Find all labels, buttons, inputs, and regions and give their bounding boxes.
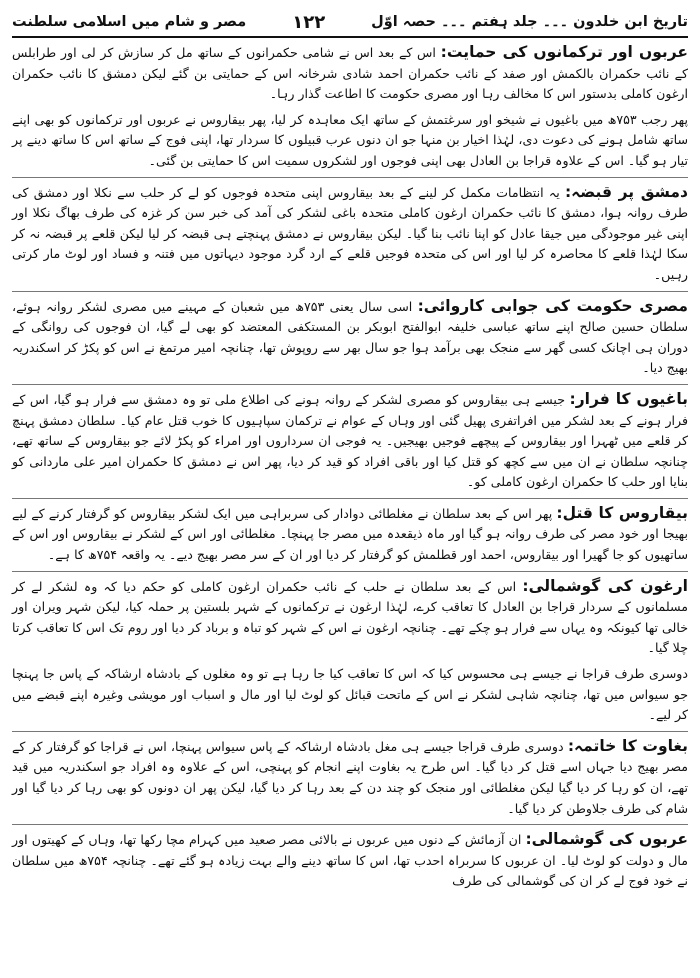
section-arab-turkmen-support	[12, 42, 688, 105]
section-text: پھر رجب ۷۵۳ھ میں باغیوں نے شیخو اور سرغتمش کے ساتھ ایک معاہدہ کر لیا، پھر بیقاروس نے عربوں اور ترکمانوں کو بھی اپنے ساتھ شامل ہونے کی دعوت دی، لہٰذا اخیار بن منہا جو ان دنوں عرب قبیلوں کا سردار تھا، اپنی فوج کے ساتھ اس کا ساتھ دینے پر تیار ہو گیا۔ اس کے علاوہ قراجا بن العادل بھی اپنی فوجوں اور لشکروں سمیت اس کا حمایتی بن گئی۔	[12, 111, 688, 168]
part-label: حصہ اوّل	[371, 14, 436, 30]
section-rebellion-end	[12, 736, 688, 819]
section-divider	[12, 731, 688, 732]
section-text: اسی سال یعنی ۷۵۳ھ میں شعبان کے مہینے میں مصری لشکر روانہ ہوئے، سلطان حسین صالح اپنے ساتھ عباسی خلیفہ ابوالفتح ابوبکر بن المستکفی المعتضد کو بھی لے گیا، ان فوجوں کی روانگی کے دوران ہی اچانک کسی گھر سے منجک بھی برآمد ہوا جو سال بھر سے روپوش تھا، چنانچہ امیر مرتمغ نے اس کو پکڑ کر اسکندریہ بھیج دیا۔	[12, 298, 688, 376]
page-number: ۱۲۲	[292, 11, 326, 33]
section-heading: بغاوت کا خاتمہ:	[567, 736, 688, 755]
section-divider	[12, 291, 688, 292]
section-divider	[12, 498, 688, 499]
section-divider	[12, 384, 688, 385]
section-text: پھر اس کے بعد سلطان نے مغلطائی دوادار کی سربراہی میں ایک لشکر بیقاروس کو گرفتار کرنے کے لیے بھیجا اور خود مصر کی طرف روانہ ہو گیا اور ماہ ذیقعدہ میں مصر جا پہنچا۔ مغلطائی اور اس کے لشکر نے بیقاروس اور اس کے ساتھیوں کو جا گھیرا اور بیقاروس، احمد اور قطلمش کو گرفتار کر دیا اور ان کے سر مصر بھیج دیے۔ یہ واقعہ ۷۵۴ھ کا ہے۔	[12, 505, 688, 563]
section-baiqarus-killing	[12, 503, 688, 566]
section-text: ان آزمائش کے دنوں میں عربوں نے بالائی مصر صعید میں کہرام مچا رکھا تھا، وہاں کے کھیتوں اور مال و دولت کو لوٹ لیا۔ ان عربوں کا سربراہ احدب تھا، اس کا ساتھ دینے والے بہت زیادہ ہو گئے تھے۔ چنانچہ ۷۵۴ھ میں سلطان نے خود فوج لے کر ان کی گوشمالی کی طرف	[12, 832, 688, 889]
section-text: جیسے ہی بیقاروس کو مصری لشکر کے روانہ ہونے کی اطلاع ملی تو وہ دمشق سے فرار ہو گیا، اس کے فرار ہونے کے بعد لشکر میں افراتفری پھیل گئی اور وہاں کے عوام نے ترکمان سپاہیوں کا خوب قتل عام کیا۔ سلطان دمشق پہنچ کر قلعے میں ٹھہرا اور بیقاروس کے پیچھے فوجیں بھیجیں۔ یہ فوجی ان سرداروں اور امراء کو پکڑ لائے جو بیقاروس کے ساتھ تھے، چنانچہ سلطان نے ان میں سے کچھ کو قتل کیا اور باقی افراد کو قید کر دیا، پھر اس نے دمشق کا حکمران امیر علی ماردانی کو بنایا اور حلب کا حکمران ارغون کاملی کو۔	[12, 391, 688, 490]
section-text: اس کے بعد اس نے شامی حکمرانوں کے ساتھ مل کر سازش کر لی اور طرابلس کے نائب حکمران بالکمش اور صفد کے نائب حکمران احمد شادی شرخانہ اس کے حمایتی بن گئے لیکن دمشق کا نائب حکمران ارغون کاملی بدستور اس کا مخالف رہا اور مصری حکومت کا اطاعت گذار رہا۔	[12, 45, 688, 102]
section-egypt-response	[12, 296, 688, 379]
section-heading: باغیوں کا فرار:	[569, 389, 688, 408]
section-arghun-punishment	[12, 576, 688, 659]
section-text: دوسری طرف قراجا جیسے ہی مغل بادشاہ ارشاکہ کے پاس سیواس پہنچا، اس نے قراجا کو گرفتار کر کے مصر بھیج دیا جہاں اسے قتل کر دیا گیا۔ اس طرح یہ بغاوت اپنے انجام کو پہنچی، اس کے علاوہ وہ افراد جو اسکندریہ میں قید تھے، ان کو رہا کر دیا گیا لیکن مغلطائی اور منجک کو چند دن کے بعد رہا کر دیا گیا، لیکن پھر ان دونوں کو بھی رہا کر دیا گیا اور شام کی طرف جلاوطن کر دیا گیا۔	[12, 738, 688, 816]
section-text: یہ انتظامات مکمل کر لینے کے بعد بیقاروس اپنی متحدہ فوجوں کو لے کر حلب سے نکلا اور دمشق کی طرف روانہ ہوا، دمشق کا نائب حکمران ارغون کاملی متحدہ باغی لشکر کی آمد کی خبر سن کر غزہ کی طرف بھاگ نکلا اور اپنی غیر موجودگی میں جیقا عادل کو اپنا نائب بنا گیا۔ لیکن بیقاروس نے دمشق پہنچتے ہی قبضہ کر لیا لیکن قلعے پر قبضہ نہ کر سکا لہٰذا قلعے کا محاصرہ کر لیا اور اس کی متحدہ فوجیں قلعے کے ارد گرد موجود دیہاتوں میں فتنہ و فساد اور لوٹ مار کرتی رہیں۔	[12, 184, 688, 282]
section-heading: عربوں اور ترکمانوں کی حمایت:	[440, 43, 688, 61]
section-text: دوسری طرف قراجا نے جیسے ہی محسوس کیا کہ اس کا تعاقب کیا جا رہا ہے تو وہ مغلوں کے بادشاہ ارشاکہ کے پاس جا پہنچا جو سیواس میں تھا، چنانچہ شاہی لشکر نے اس کے ماتحت قبائل کو لوٹ لیا اور مال و اسباب اور مویشی وغیرہ اپنے قبضے میں کر لیے۔	[12, 666, 688, 723]
page-header	[12, 8, 688, 36]
section-paragraph	[12, 664, 688, 726]
header-book-info: تاریخ ابن خلدون ۔۔۔ جلد ہفتم ۔۔۔ حصہ اوّل	[371, 14, 688, 30]
section-rebels-flight	[12, 389, 688, 493]
section-paragraph	[12, 110, 688, 172]
section-heading: عربوں کی گوشمالی:	[525, 830, 688, 849]
section-divider	[12, 571, 688, 572]
header-rule	[12, 36, 688, 38]
section-divider	[12, 824, 688, 825]
section-divider	[12, 177, 688, 178]
section-heading: ارغون کی گوشمالی:	[522, 576, 688, 595]
chapter-title: مصر و شام میں اسلامی سلطنت	[12, 14, 247, 30]
book-title: تاریخ ابن خلدون	[573, 14, 688, 30]
section-damascus-capture	[12, 182, 688, 286]
section-heading: دمشق پر قبضہ:	[564, 182, 688, 201]
section-text: اس کے بعد سلطان نے حلب کے نائب حکمران ارغون کاملی کو حکم دیا کہ وہ لشکر لے کر مسلمانوں کے سردار قراجا بن العادل کا تعاقب کرے، لہٰذا ارغون نے ترکمانوں کے شہر بلستین پر حملہ کیا، لیکن شہر ویران اور خالی تھا کیونکہ وہ یہاں سے فرار ہو چکے تھے۔ چنانچہ ارغون نے اس کے شہر کو تباہ و برباد کر دیا اور روم تک اس کا تعاقب کرتا چلا گیا۔	[12, 578, 688, 656]
volume-label: جلد ہفتم	[471, 14, 538, 30]
section-heading: بیقاروس کا قتل:	[556, 503, 688, 522]
section-heading: مصری حکومت کی جوابی کاروائی:	[417, 296, 688, 315]
section-arab-punishment	[12, 829, 688, 892]
